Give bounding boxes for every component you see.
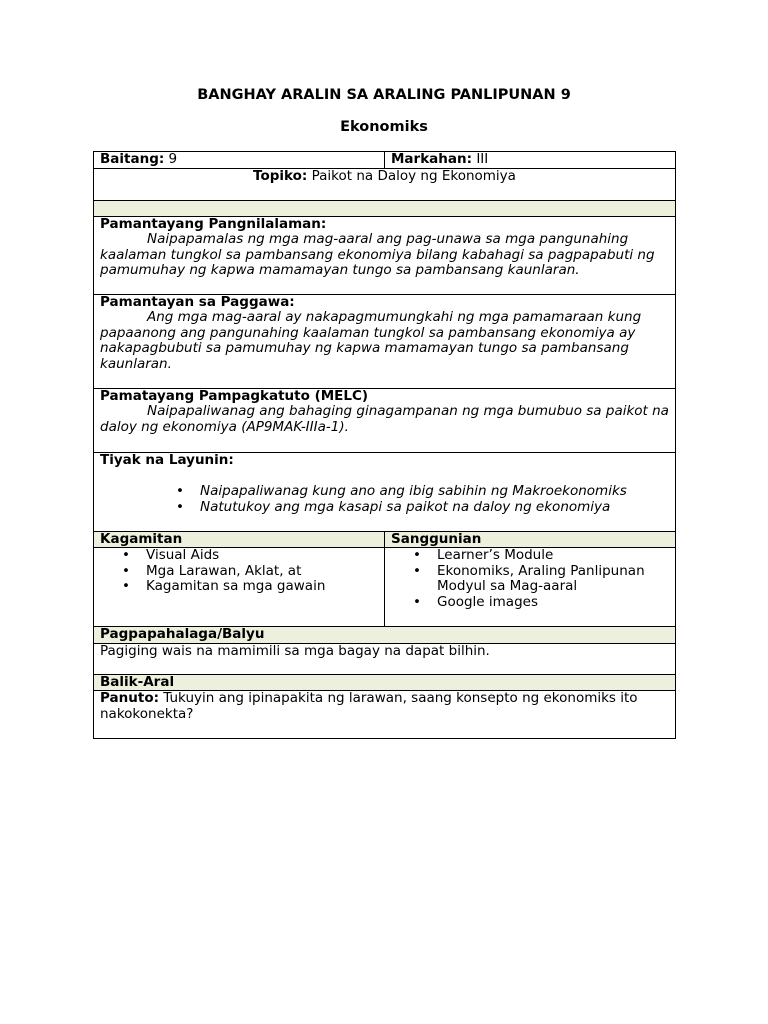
references-heading: Sanggunian bbox=[385, 531, 676, 548]
objective-item: • Natutukoy ang mga kasapi sa paikot na daloy ng ekonomiya bbox=[200, 500, 669, 516]
content-standard-cell bbox=[94, 216, 676, 294]
grade-value: 9 bbox=[164, 151, 178, 167]
quarter-cell bbox=[385, 152, 676, 169]
references-list bbox=[391, 548, 669, 610]
materials-cell bbox=[94, 548, 385, 627]
objectives-list bbox=[100, 484, 669, 515]
document-title: BANGHAY ARALIN SA ARALING PANLIPUNAN 9 bbox=[197, 87, 571, 103]
materials-list bbox=[100, 548, 378, 595]
content-standard-heading: Pamantayang Pangnilalaman: bbox=[100, 215, 327, 232]
values-text: Pagiging wais na mamimili sa mga bagay na dapat bilhin. bbox=[94, 643, 676, 674]
material-item: • Visual Aids bbox=[100, 548, 378, 564]
grade-cell bbox=[94, 152, 385, 169]
melc-cell bbox=[94, 388, 676, 452]
review-cell bbox=[94, 691, 676, 739]
review-instruction-text: Tukuyin ang ipinapakita ng larawan, saang konsepto ng ekonomiks ito nakokonekta? bbox=[100, 690, 638, 722]
reference-item: • Learner’s Module bbox=[391, 548, 669, 564]
reference-item: • Google images bbox=[391, 595, 669, 611]
melc-text: Naipapaliwanag ang bahaging ginagampanan ng mga bumubuo sa paikot na daloy ng ekonomiya (AP9MAK-IIIa-1). bbox=[100, 403, 669, 435]
material-item: • Kagamitan sa mga gawain bbox=[100, 579, 378, 595]
review-heading: Balik-Aral bbox=[94, 674, 676, 691]
topic-cell bbox=[94, 168, 676, 200]
objective-item: • Naipapaliwanag kung ano ang ibig sabihin ng Makroekonomiks bbox=[200, 484, 669, 500]
melc-heading: Pamatayang Pampagkatuto (MELC) bbox=[100, 387, 369, 404]
quarter-label: Markahan: bbox=[391, 151, 473, 167]
content-standard-text: Naipapamalas ng mga mag-aaral ang pag-unawa sa mga pangunahing kaalaman tungkol sa pambansang ekonomiya bilang kabahagi sa pagpapabuti ng pamumuhay ng kapwa mamamayan tungo sa pambansang kaunlaran. bbox=[100, 231, 655, 278]
shaded-spacer bbox=[94, 200, 676, 216]
performance-standard-text: Ang mga mag-aaral ay nakapagmumungkahi ng mga pamamaraan kung papaanong ang pangunahing kaalaman tungkol sa pambansang ekonomiya ay nakapagbubuti sa pamumuhay ng kapwa mamamayan tungo sa pambansang kaunlaran. bbox=[100, 309, 642, 372]
performance-standard-cell bbox=[94, 294, 676, 388]
grade-label: Baitang: bbox=[100, 151, 165, 167]
review-instruction-label: Panuto: bbox=[100, 690, 159, 706]
topic-label: Topiko: bbox=[253, 167, 308, 184]
topic-value: Paikot na Daloy ng Ekonomiya bbox=[307, 167, 516, 184]
document-subtitle: Ekonomiks bbox=[340, 119, 428, 135]
reference-item: • Ekonomiks, Araling Panlipunan Modyul sa Mag-aaral bbox=[391, 564, 669, 595]
material-item: • Mga Larawan, Aklat, at bbox=[100, 564, 378, 580]
objectives-heading: Tiyak na Layunin: bbox=[100, 451, 234, 468]
references-cell bbox=[385, 548, 676, 627]
objectives-cell bbox=[94, 452, 676, 531]
lesson-plan-table bbox=[93, 151, 676, 739]
materials-heading: Kagamitan bbox=[94, 531, 385, 548]
values-heading: Pagpapahalaga/Balyu bbox=[94, 627, 676, 644]
quarter-value: III bbox=[472, 151, 489, 167]
performance-standard-heading: Pamantayan sa Paggawa: bbox=[100, 293, 295, 310]
